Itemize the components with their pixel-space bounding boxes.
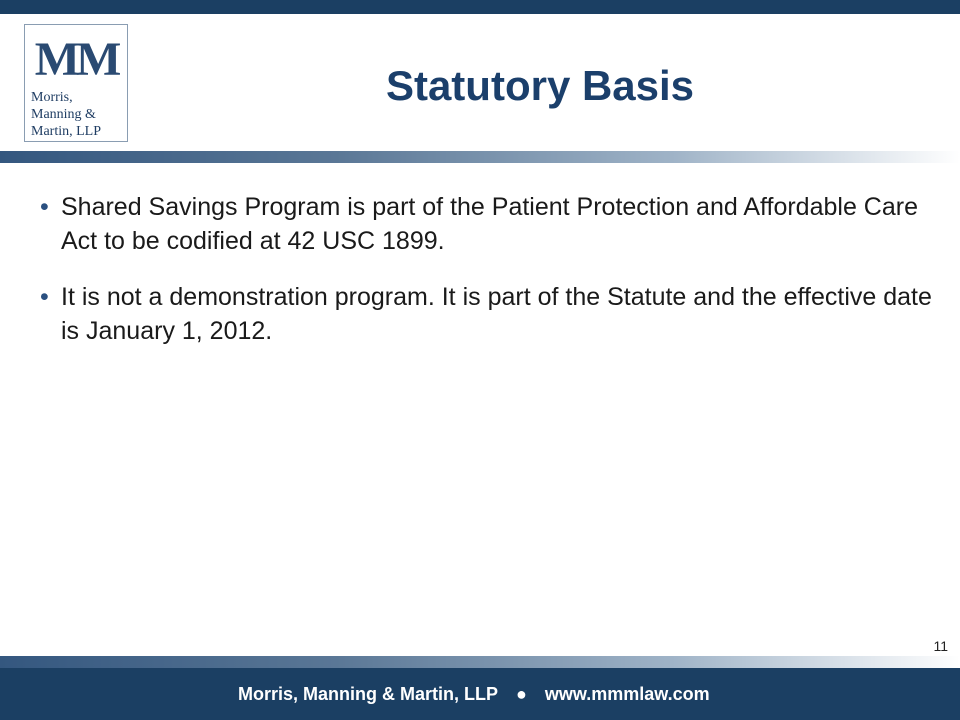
bullet-text: It is not a demonstration program. It is part of the Statute and the effective date is January 1, 2012. (61, 283, 932, 345)
logo-graphic (25, 25, 127, 141)
top-bar (0, 0, 960, 14)
page-number: 11 (933, 638, 948, 654)
firm-logo (24, 24, 128, 142)
bullet-item (40, 190, 935, 258)
logo-line-1: Morris, (31, 90, 73, 105)
bullet-list (40, 190, 935, 370)
footer-separator: ● (516, 684, 527, 704)
header-divider (0, 151, 960, 163)
footer-divider (0, 656, 960, 668)
footer-website-link[interactable]: www.mmmlaw.com (544, 684, 710, 704)
logo-line-3: Martin, LLP (31, 124, 101, 139)
footer-firm-name: Morris, Manning & Martin, LLP (238, 684, 498, 704)
bullet-dot: • (40, 193, 49, 221)
logo-line-2: Manning & (31, 107, 96, 122)
bullet-item (40, 280, 935, 348)
bullet-dot: • (40, 283, 49, 311)
slide-title: Statutory Basis (385, 62, 695, 109)
footer (238, 681, 710, 707)
bullet-text: Shared Savings Program is part of the Patient Protection and Affordable Care Act to be codified at 42 USC 1899. (61, 193, 918, 255)
logo-monogram: MM (34, 33, 118, 86)
